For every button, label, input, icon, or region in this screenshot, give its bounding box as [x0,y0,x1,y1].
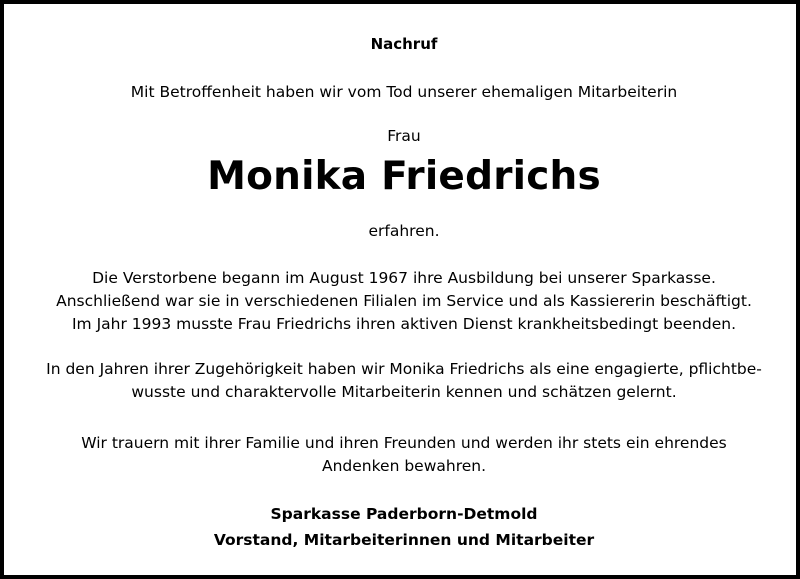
paragraph-line: Die Verstorbene begann im August 1967 ihre Ausbildung bei unserer Sparkasse. [92,269,716,287]
intro-text: Mit Betroffenheit haben wir vom Tod unserer ehemaligen Mitarbeiterin [130,83,678,101]
paragraph-line: In den Jahren ihrer Zugehörigkeit haben wir Monika Friedrichs als eine engagierte, pflichtbe- [46,360,762,378]
biography-paragraph [8,267,800,336]
intro-closing: erfahren. [368,222,440,240]
notice-heading: Nachruf [370,35,438,53]
deceased-name: Monika Friedrichs [207,154,601,199]
salutation: Frau [387,127,421,145]
appreciation-paragraph [8,358,800,404]
signature-group: Vorstand, Mitarbeiterinnen und Mitarbeiter [213,531,595,549]
paragraph-line: Im Jahr 1993 musste Frau Friedrichs ihren aktiven Dienst krankheitsbedingt beenden. [71,315,737,333]
signature-organization: Sparkasse Paderborn-Detmold [270,505,538,523]
paragraph-line: wusste und charaktervolle Mitarbeiterin kennen und schätzen gelernt. [131,383,677,401]
signature-block [8,501,800,553]
condolence-paragraph [8,432,800,478]
paragraph-line: Anschließend war sie in verschiedenen Filialen im Service und als Kassiererin beschäftigt. [56,292,752,310]
paragraph-line: Andenken bewahren. [321,457,487,475]
paragraph-line: Wir trauern mit ihrer Familie und ihren Freunden und werden ihr stets ein ehrendes [81,434,727,452]
